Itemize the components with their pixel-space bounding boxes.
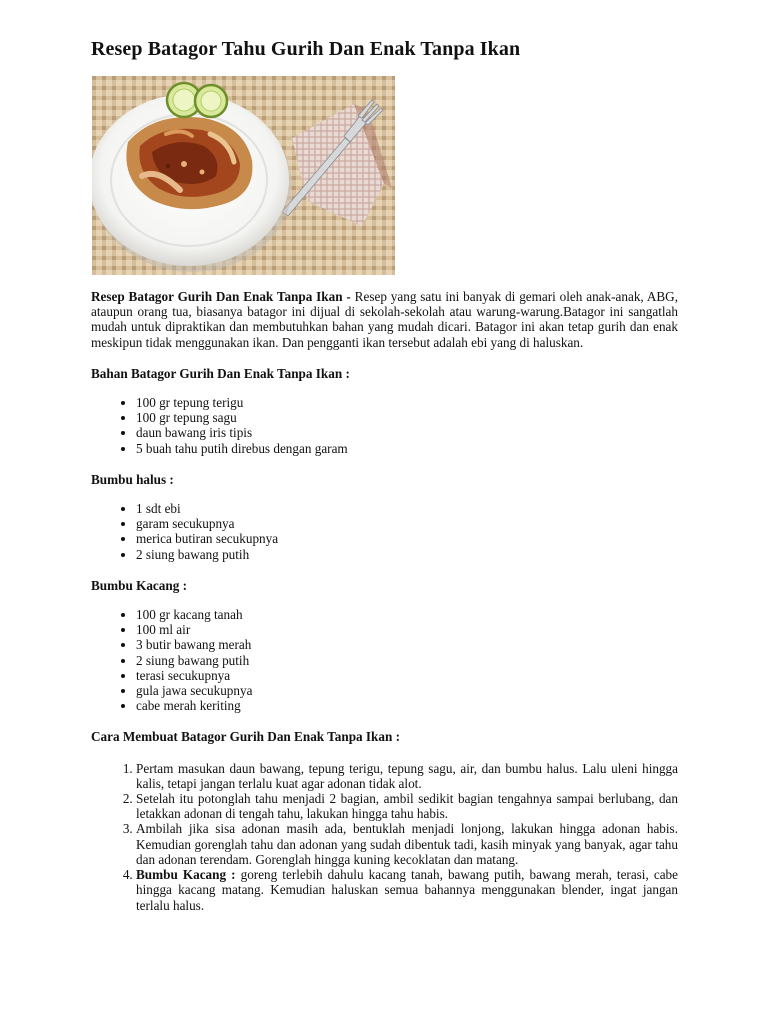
list-item: • daun bawang iris tipis (136, 425, 678, 440)
list-item: • 100 ml air (136, 622, 678, 637)
list-item: • 2 siung bawang putih (136, 653, 678, 668)
step4-text: goreng terlebih dahulu kacang tanah, bawang putih, bawang merah, terasi, cabe hingga kacang matang. Kemudian haluskan semua bahannya menggunakan blender, ingat jangan terlalu halus. (136, 867, 678, 913)
step4-lead: Bumbu Kacang : (136, 867, 236, 883)
cara-steps (91, 761, 678, 913)
page-title: Resep Batagor Tahu Gurih Dan Enak Tanpa Ikan (91, 38, 521, 60)
intro-paragraph (91, 289, 678, 350)
list-item: • 1 sdt ebi (136, 501, 678, 516)
bumbu-halus-heading: Bumbu halus : (91, 471, 174, 487)
intro-text: Resep yang satu ini banyak di gemari oleh anak-anak, ABG, ataupun orang tua, biasanya batagor ini dijual di sekolah-sekolah atau warung-warung.Batagor ini sangatlah mudah untuk dipraktikan dan membutuhkan bahan yang mudah dicari. Batagor ini akan tetap gurih dan enak meskipun tidak menggunakan ikan. Dan pengganti ikan tersebut adalah ebi yang di haluskan. (91, 289, 678, 350)
list-item: • gula jawa secukupnya (136, 683, 678, 698)
cara-heading: Cara Membuat Batagor Gurih Dan Enak Tanpa Ikan : (91, 729, 400, 745)
list-item: • 5 buah tahu putih direbus dengan garam (136, 441, 678, 456)
step-item: 2. Setelah itu potonglah tahu menjadi 2 bagian, ambil sedikit bagian tengahnya sampai berlubang, dan letakkan adonan di tengah tahu, lakukan hingga tahu habis. (136, 791, 678, 821)
list-item: • 100 gr tepung terigu (136, 395, 678, 410)
bumbu-kacang-heading: Bumbu Kacang : (91, 577, 187, 593)
bumbu-halus-list (91, 501, 678, 562)
list-item: • 100 gr kacang tanah (136, 607, 678, 622)
bahan-heading: Bahan Batagor Gurih Dan Enak Tanpa Ikan : (91, 365, 350, 381)
step-item: 1. Pertam masukan daun bawang, tepung terigu, tepung sagu, air, dan bumbu halus. Lalu uleni hingga kalis, tetapi jangan terlalu kuat agar adonan tidak alot. (136, 761, 678, 791)
intro-lead: Resep Batagor Gurih Dan Enak Tanpa Ikan - (91, 289, 351, 304)
recipe-content (91, 289, 678, 913)
list-item: • terasi secukupnya (136, 668, 678, 683)
step-item (136, 867, 678, 913)
list-item: • garam secukupnya (136, 516, 678, 531)
batagor-photo (92, 76, 395, 275)
bahan-list (91, 395, 678, 456)
list-item: • merica butiran secukupnya (136, 531, 678, 546)
list-item: • cabe merah keriting (136, 698, 678, 713)
bumbu-kacang-list (91, 607, 678, 713)
list-item: • 100 gr tepung sagu (136, 410, 678, 425)
list-item: • 3 butir bawang merah (136, 637, 678, 652)
step-item: 3. Ambilah jika sisa adonan masih ada, bentuklah menjadi lonjong, lakukan hingga adonan habis. Kemudian gorenglah tahu dan adonan yang sudah dibentuk tadi, kasih minyak yang banyak, agar tahu dan adonan terendam. Gorenglah hingga kuning kecoklatan dan matang. (136, 821, 678, 867)
list-item: • 2 siung bawang putih (136, 547, 678, 562)
